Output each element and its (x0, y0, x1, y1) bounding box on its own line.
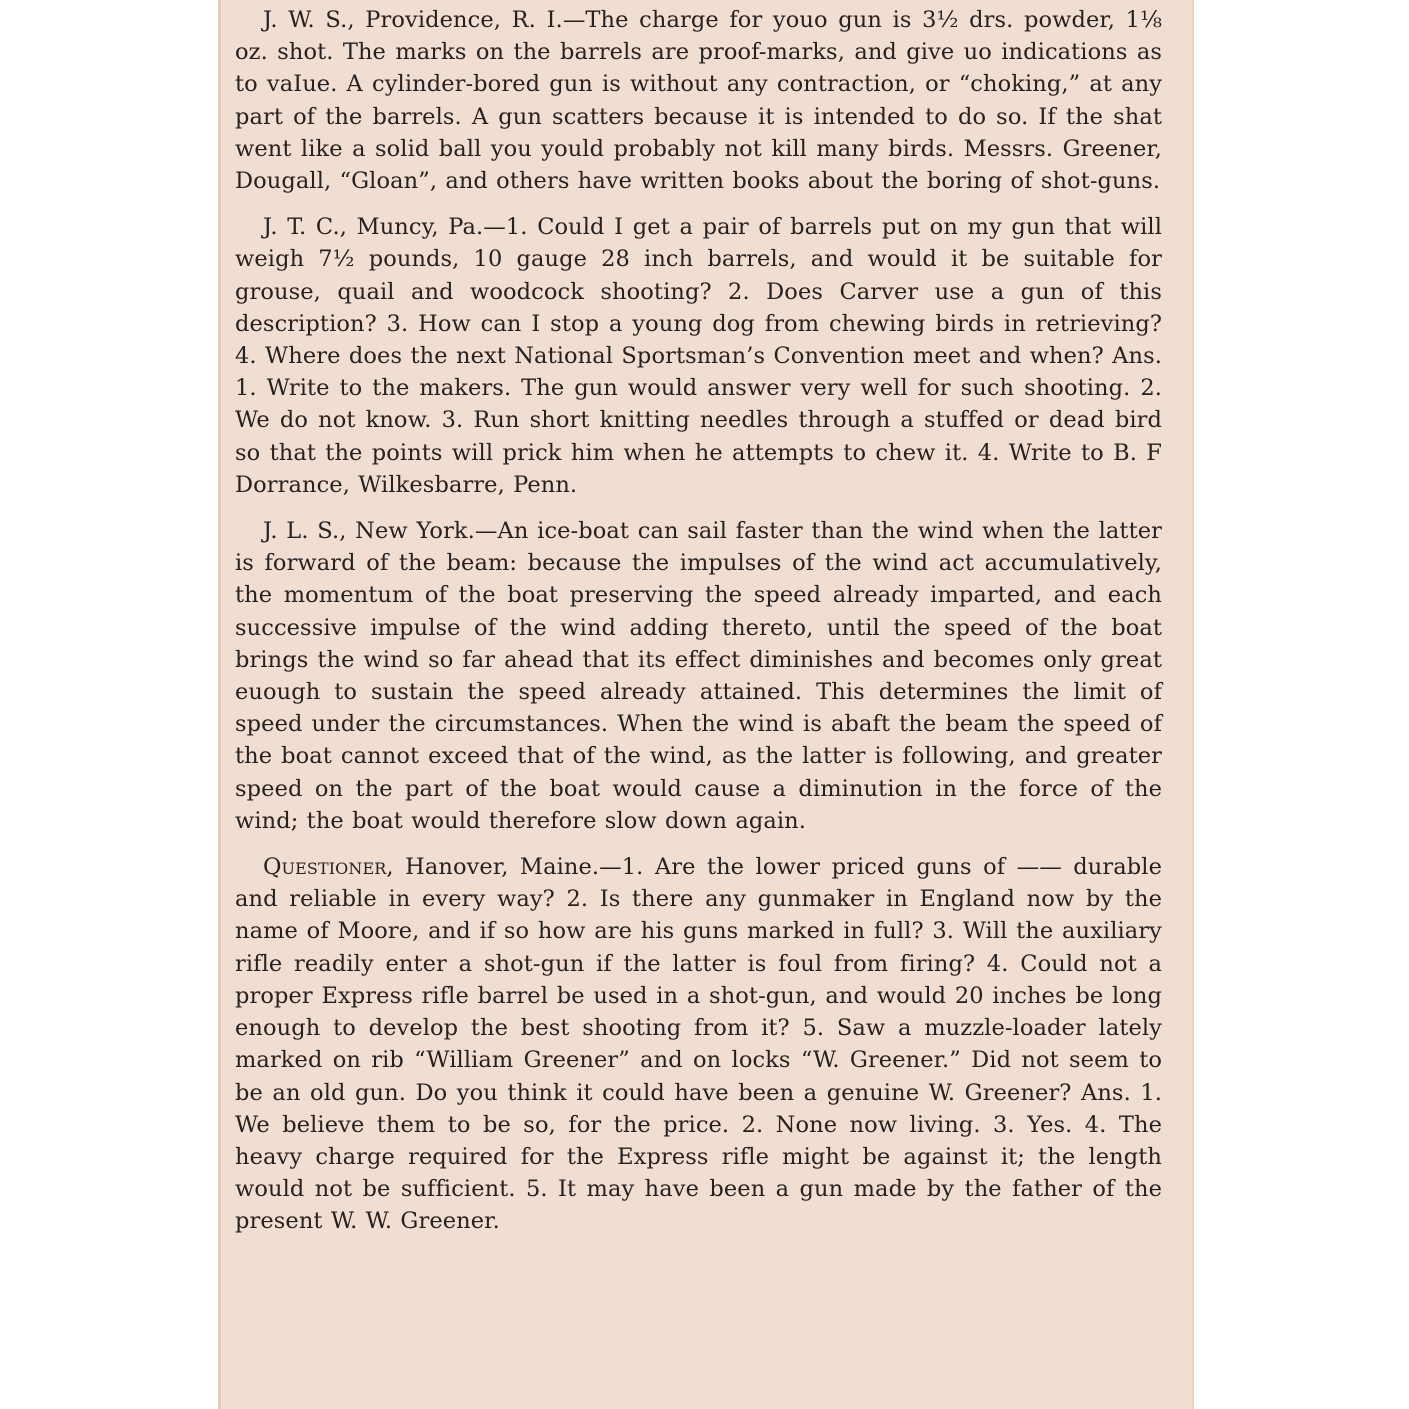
entry-body: —An ice-boat can sail faster than the wind when the latter is forward of the beam: because the impulses of the wind act accumulatively, the momentum of the boat preserving the speed already imparted, and each successive impulse of the wind adding thereto, until the speed of the boat brings the wind so far ahead that its effect diminishes and becomes only great euough to sustain the speed already attained. This determines the limit of speed under the circumstances. When the wind is abaft the beam the speed of the boat cannot exceed that of the wind, as the latter is following, and greater speed on the part of the boat would cause a diminution in the force of the wind; the boat would therefore slow down again. (235, 518, 1162, 834)
entry-body: —1. Are the lower priced guns of —— durable and reliable in every way? 2. Is there any gunmaker in England now by the name of Moore, and if so how are his guns marked in full? 3. Will the auxiliary rifle readily enter a shot-gun if the latter is foul from firing? 4. Could not a proper Express rifle barrel be used in a shot-gun, and would 20 inches be long enough to develop the best shooting from it? 5. Saw a muzzle-loader lately marked on rib “William Greener” and on locks “W. Greener.” Did not seem to be an old gun. Do you think it could have been a genuine W. Greener? Ans. 1. We believe them to be so, for the price. 2. None now living. 3. Yes. 4. The heavy charge required for the Express rifle might be against it; the length would not be sufficient. 5. It may have been a gun made by the father of the present W. W. Greener. (235, 854, 1162, 1235)
newspaper-clipping (218, 0, 1194, 1409)
entry-heading: J. L. S., New York. (263, 518, 475, 545)
entry-heading: J. W. S., Providence, R. I. (263, 7, 563, 33)
entry-paragraph (235, 851, 1162, 1237)
entry-paragraph (235, 515, 1162, 837)
entry-body: —1. Could I get a pair of barrels put on my gun that will weigh 7½ pounds, 10 gauge 28 inch barrels, and would it be suitable for grouse, quail and woodcock shooting? 2. Does Carver use a gun of this description? 3. How can I stop a young dog from chewing birds in retrieving? 4. Where does the next National Sportsman’s Convention meet and when? Ans. 1. Write to the makers. The gun would answer very well for such shooting. 2. We do not know. 3. Run short knitting needles through a stuffed or dead bird so that the points will prick him when he attempts to chew it. 4. Write to B. F Dorrance, Wilkesbarre, Penn. (235, 214, 1162, 498)
entry-heading-location: , Hanover, Maine. (386, 854, 600, 881)
entry-jls-new-york (235, 515, 1162, 837)
entry-heading: J. T. C., Muncy, Pa. (263, 214, 484, 241)
entry-body: —The charge for youo gun is 3½ drs. powder, 1⅛ oz. shot. The marks on the barrels are proof-marks, and give uo indications as to vaIue. A cylinder-bored gun is without any contraction, or “choking,” at any part of the barrels. A gun scatters because it is intended to do so. If the shat went like a solid ball you yould probably not kill many birds. Messrs. Greener, Dougall, “Gloan”, and others have written books about the boring of shot-guns. (235, 7, 1163, 195)
entry-paragraph (235, 211, 1162, 501)
entry-jtc-muncy (235, 211, 1162, 501)
entry-heading: Questioner (263, 854, 387, 881)
entry-jws-providence (235, 4, 1162, 197)
entry-questioner-hanover (235, 851, 1162, 1237)
entry-paragraph (235, 4, 1162, 197)
